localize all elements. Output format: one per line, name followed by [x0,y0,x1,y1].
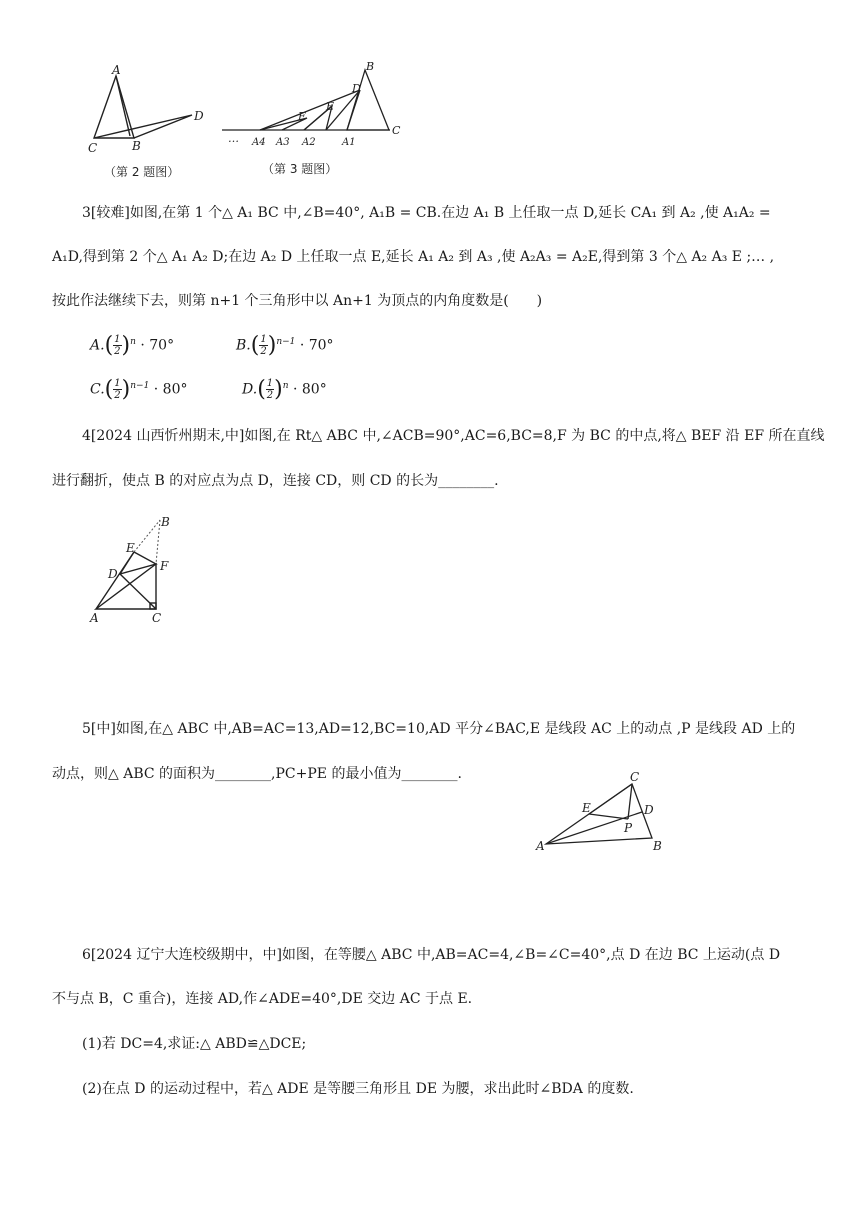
label-D: D [352,82,361,95]
q3-option-b[interactable]: B.( $\frac{1}{2}$ )$^{n-1}$ · 70° [236,333,334,358]
label-C: C [152,611,162,625]
q6-sub-1: (1)若 DC=4,求证:△ ABD≌△DCE; [82,1036,307,1052]
q4-line-1: 4[2024 山西忻州期末,中]如图,在 Rt△ ABC 中,∠ACB=90°,AC=6,BC=8,F 为 BC 的中点,将△ BEF 沿 EF 所在直线 [82,428,825,444]
label-A: A [112,63,121,77]
label-F: F [298,110,306,123]
label-C: C [630,770,640,784]
label-dots: … [228,132,239,145]
figure-3-diagram [222,56,412,156]
label-B: B [366,60,375,73]
q3-option-a[interactable]: A.( $\frac{1}{2}$ )$^n$ · 70° [90,333,175,358]
label-F: F [160,559,169,573]
label-A: A [90,611,99,625]
label-C: C [392,124,401,137]
q3-option-d[interactable]: D.( $\frac{1}{2}$ )$^n$ · 80° [242,377,327,402]
q3-line-1: 3[较难]如图,在第 1 个△ A₁ BC 中,∠B=40°, A₁B = CB.在边 A₁ B 上任取一点 D,延长 CA₁ 到 A₂ ,使 A₁A₂ = [82,205,771,221]
label-D: D [644,803,654,817]
figure-2-diagram [82,58,212,158]
label-E: E [126,541,135,555]
label-E: E [582,801,591,815]
label-D: D [108,567,118,581]
label-A: A [536,839,545,853]
label-B: B [653,839,662,853]
label-A2: A2 [302,137,316,148]
label-B: B [132,139,141,153]
q6-line-2: 不与点 B，C 重合)，连接 AD,作∠ADE=40°,DE 交边 AC 于点 E. [52,991,473,1007]
label-B: B [161,515,170,529]
q4-line-2: 进行翻折，使点 B 的对应点为点 D，连接 CD，则 CD 的长为________. [52,473,499,489]
q6-line-1: 6[2024 辽宁大连校级期中，中]如图，在等腰△ ABC 中,AB=AC=4,∠B=∠C=40°,点 D 在边 BC 上运动(点 D [82,947,781,963]
label-C: C [88,141,98,155]
label-P: P [624,821,633,835]
figure-5-diagram [532,768,672,860]
label-A4: A4 [252,137,266,148]
q5-line-2: 动点，则△ ABC 的面积为________,PC+PE 的最小值为________. [52,766,462,782]
label-A3: A3 [276,137,290,148]
q3-option-c[interactable]: C.( $\frac{1}{2}$ )$^{n-1}$ · 80° [90,377,188,402]
label-D: D [194,109,204,123]
label-A1: A1 [342,137,356,148]
q5-line-1: 5[中]如图,在△ ABC 中,AB=AC=13,AD=12,BC=10,AD 平分∠BAC,E 是线段 AC 上的动点 ,P 是线段 AD 上的 [82,721,796,737]
figure-2-caption: （第 2 题图） [104,165,180,179]
figure-3-caption: （第 3 题图） [262,162,338,176]
q3-line-3: 按此作法继续下去，则第 n+1 个三角形中以 An+1 为顶点的内角度数是( ) [52,293,543,309]
figure-4-diagram [84,514,184,629]
q6-sub-2: (2)在点 D 的运动过程中，若△ ADE 是等腰三角形且 DE 为腰，求出此时∠BDA 的度数. [82,1081,634,1097]
q3-line-2: A₁D,得到第 2 个△ A₁ A₂ D;在边 A₂ D 上任取一点 E,延长 A₁ A₂ 到 A₃ ,使 A₂A₃ = A₂E,得到第 3 个△ A₂ A₃ E ;… , [52,249,775,265]
label-E: E [326,100,335,113]
